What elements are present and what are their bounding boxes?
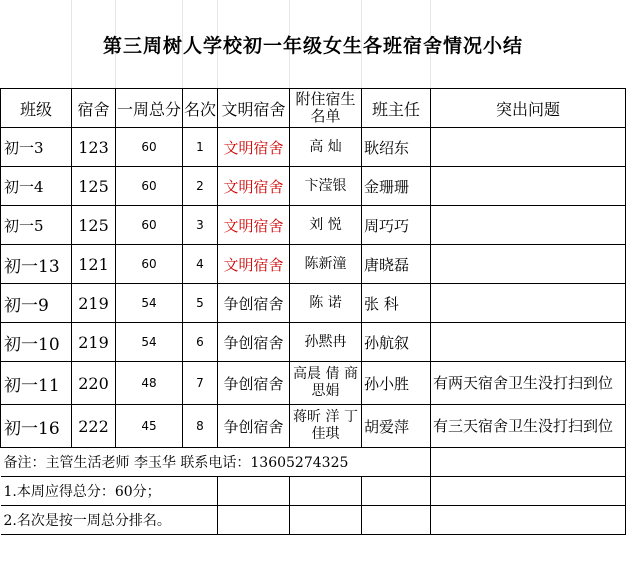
table-row [1, 284, 626, 323]
rank-cell: 1 [183, 128, 218, 167]
dorm-cell: 125 [72, 206, 116, 245]
resident-cell: 孙黙冉 [290, 323, 362, 362]
page-title: 第三周树人学校初一年级女生各班宿舍情况小结 [102, 34, 523, 57]
empty-cell [290, 477, 362, 506]
issue-cell [431, 323, 626, 362]
status-cell: 文明宿舍 [218, 245, 290, 284]
teacher-cell: 金珊珊 [362, 167, 431, 206]
class-cell: 初一9 [1, 284, 72, 323]
header-issue: 突出问题 [431, 89, 626, 128]
issue-cell: 有两天宿舍卫生没打扫到位 [431, 362, 626, 405]
note-ranking: 2.名次是按一周总分排名。 [1, 506, 218, 535]
resident-cell: 陈新潼 [290, 245, 362, 284]
teacher-cell: 周巧巧 [362, 206, 431, 245]
resident-cell: 陈 诺 [290, 284, 362, 323]
score-cell: 60 [116, 128, 183, 167]
empty-cell [218, 477, 290, 506]
score-cell: 60 [116, 206, 183, 245]
teacher-cell: 唐晓磊 [362, 245, 431, 284]
note-row-1 [1, 477, 626, 506]
header-rank: 名次 [183, 89, 218, 128]
score-cell: 48 [116, 362, 183, 405]
score-cell: 60 [116, 167, 183, 206]
class-cell: 初一3 [1, 128, 72, 167]
status-cell: 争创宿舍 [218, 323, 290, 362]
dorm-cell: 125 [72, 167, 116, 206]
table-row [1, 245, 626, 284]
score-cell: 54 [116, 323, 183, 362]
empty-cell [362, 477, 431, 506]
class-cell: 初一13 [1, 245, 72, 284]
dorm-cell: 220 [72, 362, 116, 405]
status-cell: 争创宿舍 [218, 405, 290, 448]
teacher-cell: 张 科 [362, 284, 431, 323]
empty-cell [218, 506, 290, 535]
class-cell: 初一5 [1, 206, 72, 245]
table-row [1, 323, 626, 362]
issue-cell: 有三天宿舍卫生没打扫到位 [431, 405, 626, 448]
empty-cell [362, 506, 431, 535]
score-cell: 45 [116, 405, 183, 448]
rank-cell: 2 [183, 167, 218, 206]
teacher-cell: 耿绍东 [362, 128, 431, 167]
empty-cell [431, 506, 626, 535]
resident-cell: 刘 悦 [290, 206, 362, 245]
header-status: 文明宿舍 [218, 89, 290, 128]
teacher-cell: 胡爱萍 [362, 405, 431, 448]
score-cell: 60 [116, 245, 183, 284]
class-cell: 初一4 [1, 167, 72, 206]
table-row [1, 362, 626, 405]
note-row-2 [1, 506, 626, 535]
table-row [1, 206, 626, 245]
dorm-cell: 222 [72, 405, 116, 448]
status-cell: 争创宿舍 [218, 284, 290, 323]
empty-cell [431, 477, 626, 506]
status-cell: 文明宿舍 [218, 206, 290, 245]
dorm-cell: 219 [72, 323, 116, 362]
issue-cell [431, 284, 626, 323]
teacher-cell: 孙小胜 [362, 362, 431, 405]
status-cell: 争创宿舍 [218, 362, 290, 405]
dorm-cell: 121 [72, 245, 116, 284]
status-cell: 文明宿舍 [218, 128, 290, 167]
issue-cell [431, 167, 626, 206]
rank-cell: 6 [183, 323, 218, 362]
table-row [1, 128, 626, 167]
header-class: 班级 [1, 89, 72, 128]
table-row [1, 405, 626, 448]
resident-cell: 高 灿 [290, 128, 362, 167]
note-row-contact [1, 448, 626, 477]
class-cell: 初一10 [1, 323, 72, 362]
rank-cell: 8 [183, 405, 218, 448]
dorm-cell: 219 [72, 284, 116, 323]
rank-cell: 5 [183, 284, 218, 323]
header-teacher: 班主任 [362, 89, 431, 128]
rank-cell: 7 [183, 362, 218, 405]
empty-cell [290, 506, 362, 535]
status-cell: 文明宿舍 [218, 167, 290, 206]
teacher-cell: 孙航叙 [362, 323, 431, 362]
contact-note: 备注：主管生活老师 李玉华 联系电话：13605274325 [1, 448, 431, 477]
note-total-score: 1.本周应得总分：60分； [1, 477, 218, 506]
class-cell: 初一16 [1, 405, 72, 448]
header-resident: 附住宿生名单 [290, 89, 362, 128]
rank-cell: 4 [183, 245, 218, 284]
resident-cell: 卞滢银 [290, 167, 362, 206]
dorm-cell: 123 [72, 128, 116, 167]
empty-cell [431, 448, 626, 477]
table-header-row [1, 89, 626, 128]
rank-cell: 3 [183, 206, 218, 245]
issue-cell [431, 128, 626, 167]
resident-cell: 高晨 倩 商思娟 [290, 362, 362, 405]
table-row [1, 167, 626, 206]
class-cell: 初一11 [1, 362, 72, 405]
dorm-summary-table [0, 88, 626, 535]
header-dorm: 宿舍 [72, 89, 116, 128]
issue-cell [431, 206, 626, 245]
resident-cell: 蒋昕 洋 丁佳琪 [290, 405, 362, 448]
score-cell: 54 [116, 284, 183, 323]
issue-cell [431, 245, 626, 284]
header-score: 一周总分 [116, 89, 183, 128]
